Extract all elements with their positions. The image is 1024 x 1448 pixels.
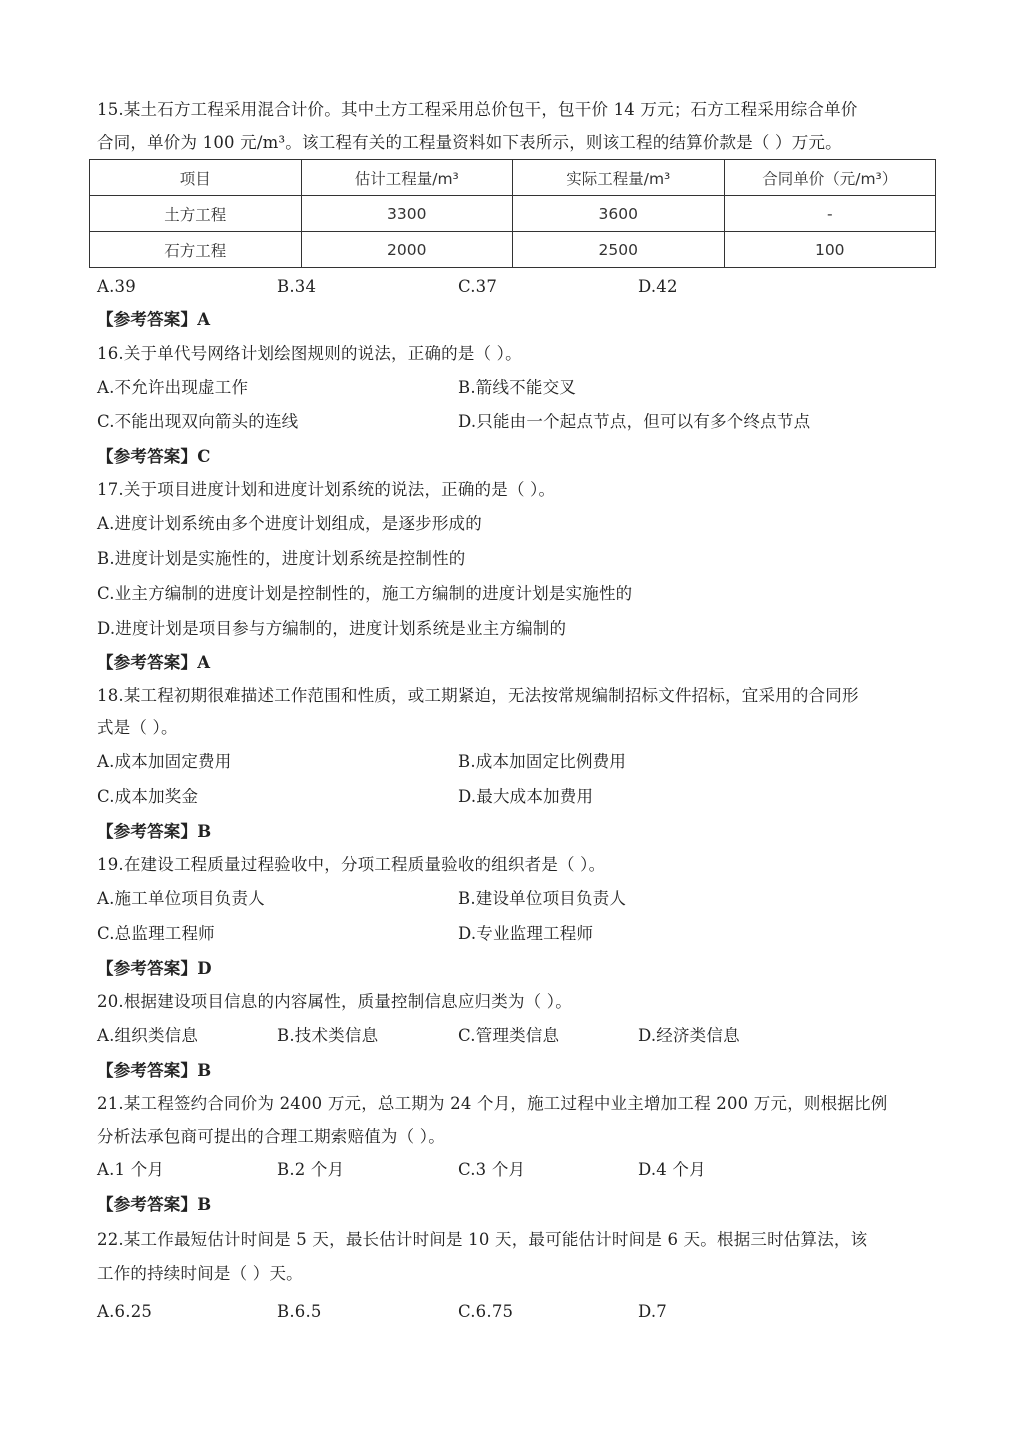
q21-option-a: A.1 个月	[97, 1160, 165, 1179]
question-18-line-1: 18.某工程初期很难描述工作范围和性质，或工期紧迫，无法按常规编制招标文件招标，宜采用的合同形	[97, 686, 859, 705]
question-20-line-1: 20.根据建设项目信息的内容属性，质量控制信息应归类为（ ）。	[97, 992, 572, 1011]
q20-option-d: D.经济类信息	[638, 1026, 740, 1045]
q19-answer: 【参考答案】D	[97, 959, 212, 978]
q22-option-d: D.7	[638, 1302, 667, 1321]
question-15-line-1: 15.某土石方工程采用混合计价。其中土方工程采用总价包干，包干价 14 万元；石方工程采用综合单价	[97, 100, 858, 119]
question-18-line-2: 式是（ ）。	[97, 718, 178, 737]
q21-option-c: C.3 个月	[458, 1160, 526, 1179]
q16-option-d: D.只能由一个起点节点，但可以有多个终点节点	[458, 412, 811, 431]
q15-option-b: B.34	[277, 277, 317, 296]
table-cell: 2500	[513, 232, 725, 268]
question-21-line-1: 21.某工程签约合同价为 2400 万元，总工期为 24 个月，施工过程中业主增加工程 200 万元，则根据比例	[97, 1094, 888, 1113]
q18-option-a: A.成本加固定费用	[97, 752, 232, 771]
table-cell: 3600	[513, 196, 725, 232]
question-16-line-1: 16.关于单代号网络计划绘图规则的说法，正确的是（ ）。	[97, 344, 522, 363]
q20-option-c: C.管理类信息	[458, 1026, 560, 1045]
q15-option-a: A.39	[97, 277, 136, 296]
q18-option-b: B.成本加固定比例费用	[458, 752, 627, 771]
table-row	[90, 196, 936, 232]
table-header-cell: 项目	[90, 160, 302, 196]
question-21-line-2: 分析法承包商可提出的合理工期索赔值为（ ）。	[97, 1127, 445, 1146]
table-cell: 2000	[301, 232, 513, 268]
q20-answer: 【参考答案】B	[97, 1061, 212, 1080]
q22-option-a: A.6.25	[97, 1302, 153, 1321]
q19-option-a: A.施工单位项目负责人	[97, 889, 265, 908]
q17-option-c: C.业主方编制的进度计划是控制性的，施工方编制的进度计划是实施性的	[97, 584, 633, 603]
table-cell: -	[724, 196, 936, 232]
table-header-cell: 估计工程量/m³	[301, 160, 513, 196]
q20-option-a: A.组织类信息	[97, 1026, 199, 1045]
q18-answer: 【参考答案】B	[97, 822, 212, 841]
q17-option-b: B.进度计划是实施性的，进度计划系统是控制性的	[97, 549, 466, 568]
question-15-line-2: 合同，单价为 100 元/m³。该工程有关的工程量资料如下表所示，则该工程的结算价款是（ ）万元。	[97, 133, 842, 152]
table-cell: 3300	[301, 196, 513, 232]
q19-option-b: B.建设单位项目负责人	[458, 889, 627, 908]
q18-option-c: C.成本加奖金	[97, 787, 199, 806]
q19-option-c: C.总监理工程师	[97, 924, 215, 943]
q21-answer: 【参考答案】B	[97, 1195, 212, 1214]
table-cell: 土方工程	[90, 196, 302, 232]
q17-option-a: A.进度计划系统由多个进度计划组成，是逐步形成的	[97, 514, 482, 533]
table-header-row	[90, 160, 936, 196]
table-cell: 石方工程	[90, 232, 302, 268]
q19-option-d: D.专业监理工程师	[458, 924, 594, 943]
q21-option-b: B.2 个月	[277, 1160, 345, 1179]
question-22-line-1: 22.某工作最短估计时间是 5 天，最长估计时间是 10 天，最可能估计时间是 6 天。根据三时估算法，该	[97, 1230, 868, 1249]
q17-answer: 【参考答案】A	[97, 653, 211, 672]
question-22-line-2: 工作的持续时间是（ ）天。	[97, 1264, 303, 1283]
q16-answer: 【参考答案】C	[97, 447, 211, 466]
table-cell: 100	[724, 232, 936, 268]
table-header-cell: 实际工程量/m³	[513, 160, 725, 196]
quantity-table	[89, 159, 936, 268]
q16-option-b: B.箭线不能交叉	[458, 378, 576, 397]
q15-option-c: C.37	[458, 277, 498, 296]
q20-option-b: B.技术类信息	[277, 1026, 379, 1045]
q16-option-a: A.不允许出现虚工作	[97, 378, 249, 397]
q21-option-d: D.4 个月	[638, 1160, 706, 1179]
q17-option-d: D.进度计划是项目参与方编制的，进度计划系统是业主方编制的	[97, 619, 567, 638]
q16-option-c: C.不能出现双向箭头的连线	[97, 412, 299, 431]
question-19-line-1: 19.在建设工程质量过程验收中，分项工程质量验收的组织者是（ ）。	[97, 855, 606, 874]
table-header-cell: 合同单价（元/m³）	[724, 160, 936, 196]
q22-option-b: B.6.5	[277, 1302, 322, 1321]
q22-option-c: C.6.75	[458, 1302, 514, 1321]
q15-answer: 【参考答案】A	[97, 310, 211, 329]
q18-option-d: D.最大成本加费用	[458, 787, 594, 806]
table-row	[90, 232, 936, 268]
question-17-line-1: 17.关于项目进度计划和进度计划系统的说法，正确的是（ ）。	[97, 480, 556, 499]
q15-option-d: D.42	[638, 277, 678, 296]
